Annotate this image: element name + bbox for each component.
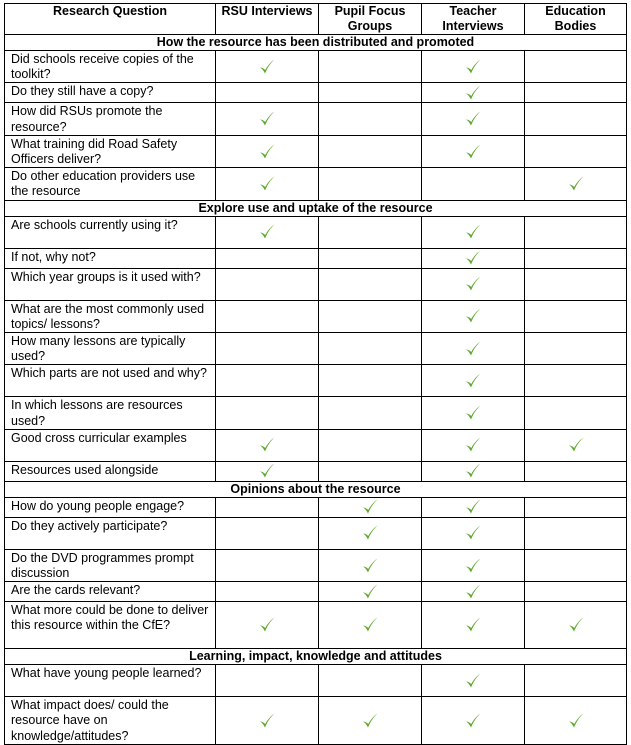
question-cell: What more could be done to deliver this resource within the CfE?	[5, 602, 216, 649]
table-row	[5, 268, 627, 300]
mark-cell	[422, 168, 525, 200]
table-row	[5, 168, 627, 200]
mark-cell	[422, 333, 525, 365]
mark-cell	[216, 517, 319, 549]
mark-cell	[216, 497, 319, 517]
question-cell: How many lessons are typically used?	[5, 333, 216, 365]
checkmark-icon	[258, 712, 276, 730]
question-cell: Which year groups is it used with?	[5, 268, 216, 300]
table-row	[5, 216, 627, 248]
mark-cell	[525, 51, 627, 83]
checkmark-icon	[361, 557, 379, 575]
question-cell: Resources used alongside	[5, 461, 216, 481]
question-cell: Do the DVD programmes prompt discussion	[5, 549, 216, 581]
checkmark-icon	[464, 616, 482, 634]
mark-cell	[319, 517, 422, 549]
checkmark-icon	[464, 672, 482, 690]
column-header-rsu-interviews: RSU Interviews	[216, 4, 319, 35]
section-title: How the resource has been distributed and promoted	[5, 35, 627, 51]
checkmark-icon	[258, 58, 276, 76]
question-cell: Are the cards relevant?	[5, 582, 216, 602]
checkmark-icon	[464, 110, 482, 128]
checkmark-icon	[464, 307, 482, 325]
research-matrix-table	[4, 3, 627, 745]
mark-cell	[422, 697, 525, 745]
checkmark-icon	[258, 462, 276, 480]
checkmark-icon	[464, 524, 482, 542]
table-row	[5, 549, 627, 581]
mark-cell	[525, 135, 627, 167]
mark-cell	[422, 365, 525, 397]
mark-cell	[319, 268, 422, 300]
checkmark-icon	[464, 340, 482, 358]
section-row	[5, 35, 627, 51]
checkmark-icon	[567, 712, 585, 730]
table-row	[5, 461, 627, 481]
table-row	[5, 83, 627, 103]
mark-cell	[216, 461, 319, 481]
mark-cell	[422, 248, 525, 268]
column-header-research-question: Research Question	[5, 4, 216, 35]
question-cell: Which parts are not used and why?	[5, 365, 216, 397]
checkmark-icon	[464, 58, 482, 76]
mark-cell	[319, 300, 422, 332]
question-cell: What training did Road Safety Officers deliver?	[5, 135, 216, 167]
checkmark-icon	[464, 249, 482, 267]
checkmark-icon	[258, 616, 276, 634]
checkmark-icon	[464, 223, 482, 241]
mark-cell	[525, 216, 627, 248]
checkmark-icon	[361, 498, 379, 516]
mark-cell	[319, 602, 422, 649]
mark-cell	[216, 51, 319, 83]
mark-cell	[319, 497, 422, 517]
table-body	[5, 35, 627, 745]
mark-cell	[422, 602, 525, 649]
mark-cell	[319, 83, 422, 103]
checkmark-icon	[464, 275, 482, 293]
question-cell: What are the most commonly used topics/ lessons?	[5, 300, 216, 332]
section-title: Explore use and uptake of the resource	[5, 200, 627, 216]
section-row	[5, 200, 627, 216]
question-cell: Do they still have a copy?	[5, 83, 216, 103]
question-cell: Do other education providers use the resource	[5, 168, 216, 200]
mark-cell	[216, 697, 319, 745]
question-cell: How did RSUs promote the resource?	[5, 103, 216, 135]
question-cell: Good cross curricular examples	[5, 429, 216, 461]
mark-cell	[525, 83, 627, 103]
mark-cell	[525, 168, 627, 200]
mark-cell	[422, 461, 525, 481]
mark-cell	[422, 83, 525, 103]
mark-cell	[216, 300, 319, 332]
mark-cell	[216, 665, 319, 697]
mark-cell	[216, 429, 319, 461]
checkmark-icon	[361, 616, 379, 634]
section-row	[5, 481, 627, 497]
question-cell: Are schools currently using it?	[5, 216, 216, 248]
mark-cell	[525, 397, 627, 429]
mark-cell	[216, 582, 319, 602]
table-row	[5, 300, 627, 332]
mark-cell	[525, 248, 627, 268]
table-row	[5, 429, 627, 461]
mark-cell	[422, 216, 525, 248]
table-row	[5, 365, 627, 397]
question-cell: What impact does/ could the resource have on knowledge/attitudes?	[5, 697, 216, 745]
checkmark-icon	[361, 583, 379, 601]
mark-cell	[216, 248, 319, 268]
mark-cell	[216, 365, 319, 397]
checkmark-icon	[258, 436, 276, 454]
checkmark-icon	[464, 143, 482, 161]
mark-cell	[422, 103, 525, 135]
mark-cell	[422, 497, 525, 517]
checkmark-icon	[464, 84, 482, 102]
mark-cell	[422, 397, 525, 429]
mark-cell	[525, 365, 627, 397]
mark-cell	[319, 461, 422, 481]
mark-cell	[525, 268, 627, 300]
mark-cell	[319, 168, 422, 200]
section-title: Learning, impact, knowledge and attitudes	[5, 649, 627, 665]
mark-cell	[319, 397, 422, 429]
column-header-pupil-focus-groups: Pupil Focus Groups	[319, 4, 422, 35]
mark-cell	[422, 135, 525, 167]
mark-cell	[525, 300, 627, 332]
mark-cell	[525, 549, 627, 581]
mark-cell	[216, 103, 319, 135]
checkmark-icon	[464, 372, 482, 390]
checkmark-icon	[464, 462, 482, 480]
mark-cell	[319, 333, 422, 365]
checkmark-icon	[258, 143, 276, 161]
table-row	[5, 51, 627, 83]
checkmark-icon	[258, 175, 276, 193]
table-row	[5, 497, 627, 517]
checkmark-icon	[567, 616, 585, 634]
section-row	[5, 649, 627, 665]
mark-cell	[525, 461, 627, 481]
mark-cell	[216, 168, 319, 200]
checkmark-icon	[258, 223, 276, 241]
mark-cell	[525, 333, 627, 365]
mark-cell	[422, 300, 525, 332]
question-cell: If not, why not?	[5, 248, 216, 268]
table-row	[5, 397, 627, 429]
table-row	[5, 103, 627, 135]
question-cell: How do young people engage?	[5, 497, 216, 517]
table-row	[5, 248, 627, 268]
mark-cell	[525, 429, 627, 461]
mark-cell	[525, 697, 627, 745]
column-header-teacher-interviews: Teacher Interviews	[422, 4, 525, 35]
table-row	[5, 517, 627, 549]
mark-cell	[422, 51, 525, 83]
mark-cell	[216, 397, 319, 429]
table-row	[5, 135, 627, 167]
mark-cell	[319, 365, 422, 397]
section-title: Opinions about the resource	[5, 481, 627, 497]
checkmark-icon	[464, 404, 482, 422]
table-row	[5, 697, 627, 745]
checkmark-icon	[361, 712, 379, 730]
mark-cell	[319, 665, 422, 697]
column-header-education-bodies: Education Bodies	[525, 4, 627, 35]
mark-cell	[216, 135, 319, 167]
mark-cell	[319, 248, 422, 268]
mark-cell	[525, 665, 627, 697]
mark-cell	[319, 429, 422, 461]
mark-cell	[525, 517, 627, 549]
checkmark-icon	[567, 436, 585, 454]
checkmark-icon	[361, 524, 379, 542]
mark-cell	[319, 51, 422, 83]
mark-cell	[422, 268, 525, 300]
mark-cell	[525, 582, 627, 602]
mark-cell	[216, 333, 319, 365]
mark-cell	[525, 103, 627, 135]
mark-cell	[216, 216, 319, 248]
question-cell: In which lessons are resources used?	[5, 397, 216, 429]
table-row	[5, 333, 627, 365]
mark-cell	[319, 216, 422, 248]
mark-cell	[216, 268, 319, 300]
mark-cell	[319, 697, 422, 745]
mark-cell	[319, 582, 422, 602]
checkmark-icon	[258, 110, 276, 128]
checkmark-icon	[464, 498, 482, 516]
table-row	[5, 582, 627, 602]
mark-cell	[319, 135, 422, 167]
table-row	[5, 665, 627, 697]
header-row	[5, 4, 627, 35]
mark-cell	[422, 429, 525, 461]
checkmark-icon	[464, 583, 482, 601]
mark-cell	[422, 665, 525, 697]
mark-cell	[319, 549, 422, 581]
checkmark-icon	[464, 557, 482, 575]
mark-cell	[216, 549, 319, 581]
checkmark-icon	[464, 436, 482, 454]
mark-cell	[525, 497, 627, 517]
mark-cell	[422, 582, 525, 602]
mark-cell	[216, 602, 319, 649]
table-row	[5, 602, 627, 649]
question-cell: Do they actively participate?	[5, 517, 216, 549]
checkmark-icon	[464, 712, 482, 730]
checkmark-icon	[567, 175, 585, 193]
mark-cell	[422, 517, 525, 549]
mark-cell	[319, 103, 422, 135]
question-cell: What have young people learned?	[5, 665, 216, 697]
mark-cell	[216, 83, 319, 103]
mark-cell	[525, 602, 627, 649]
mark-cell	[422, 549, 525, 581]
question-cell: Did schools receive copies of the toolkit?	[5, 51, 216, 83]
